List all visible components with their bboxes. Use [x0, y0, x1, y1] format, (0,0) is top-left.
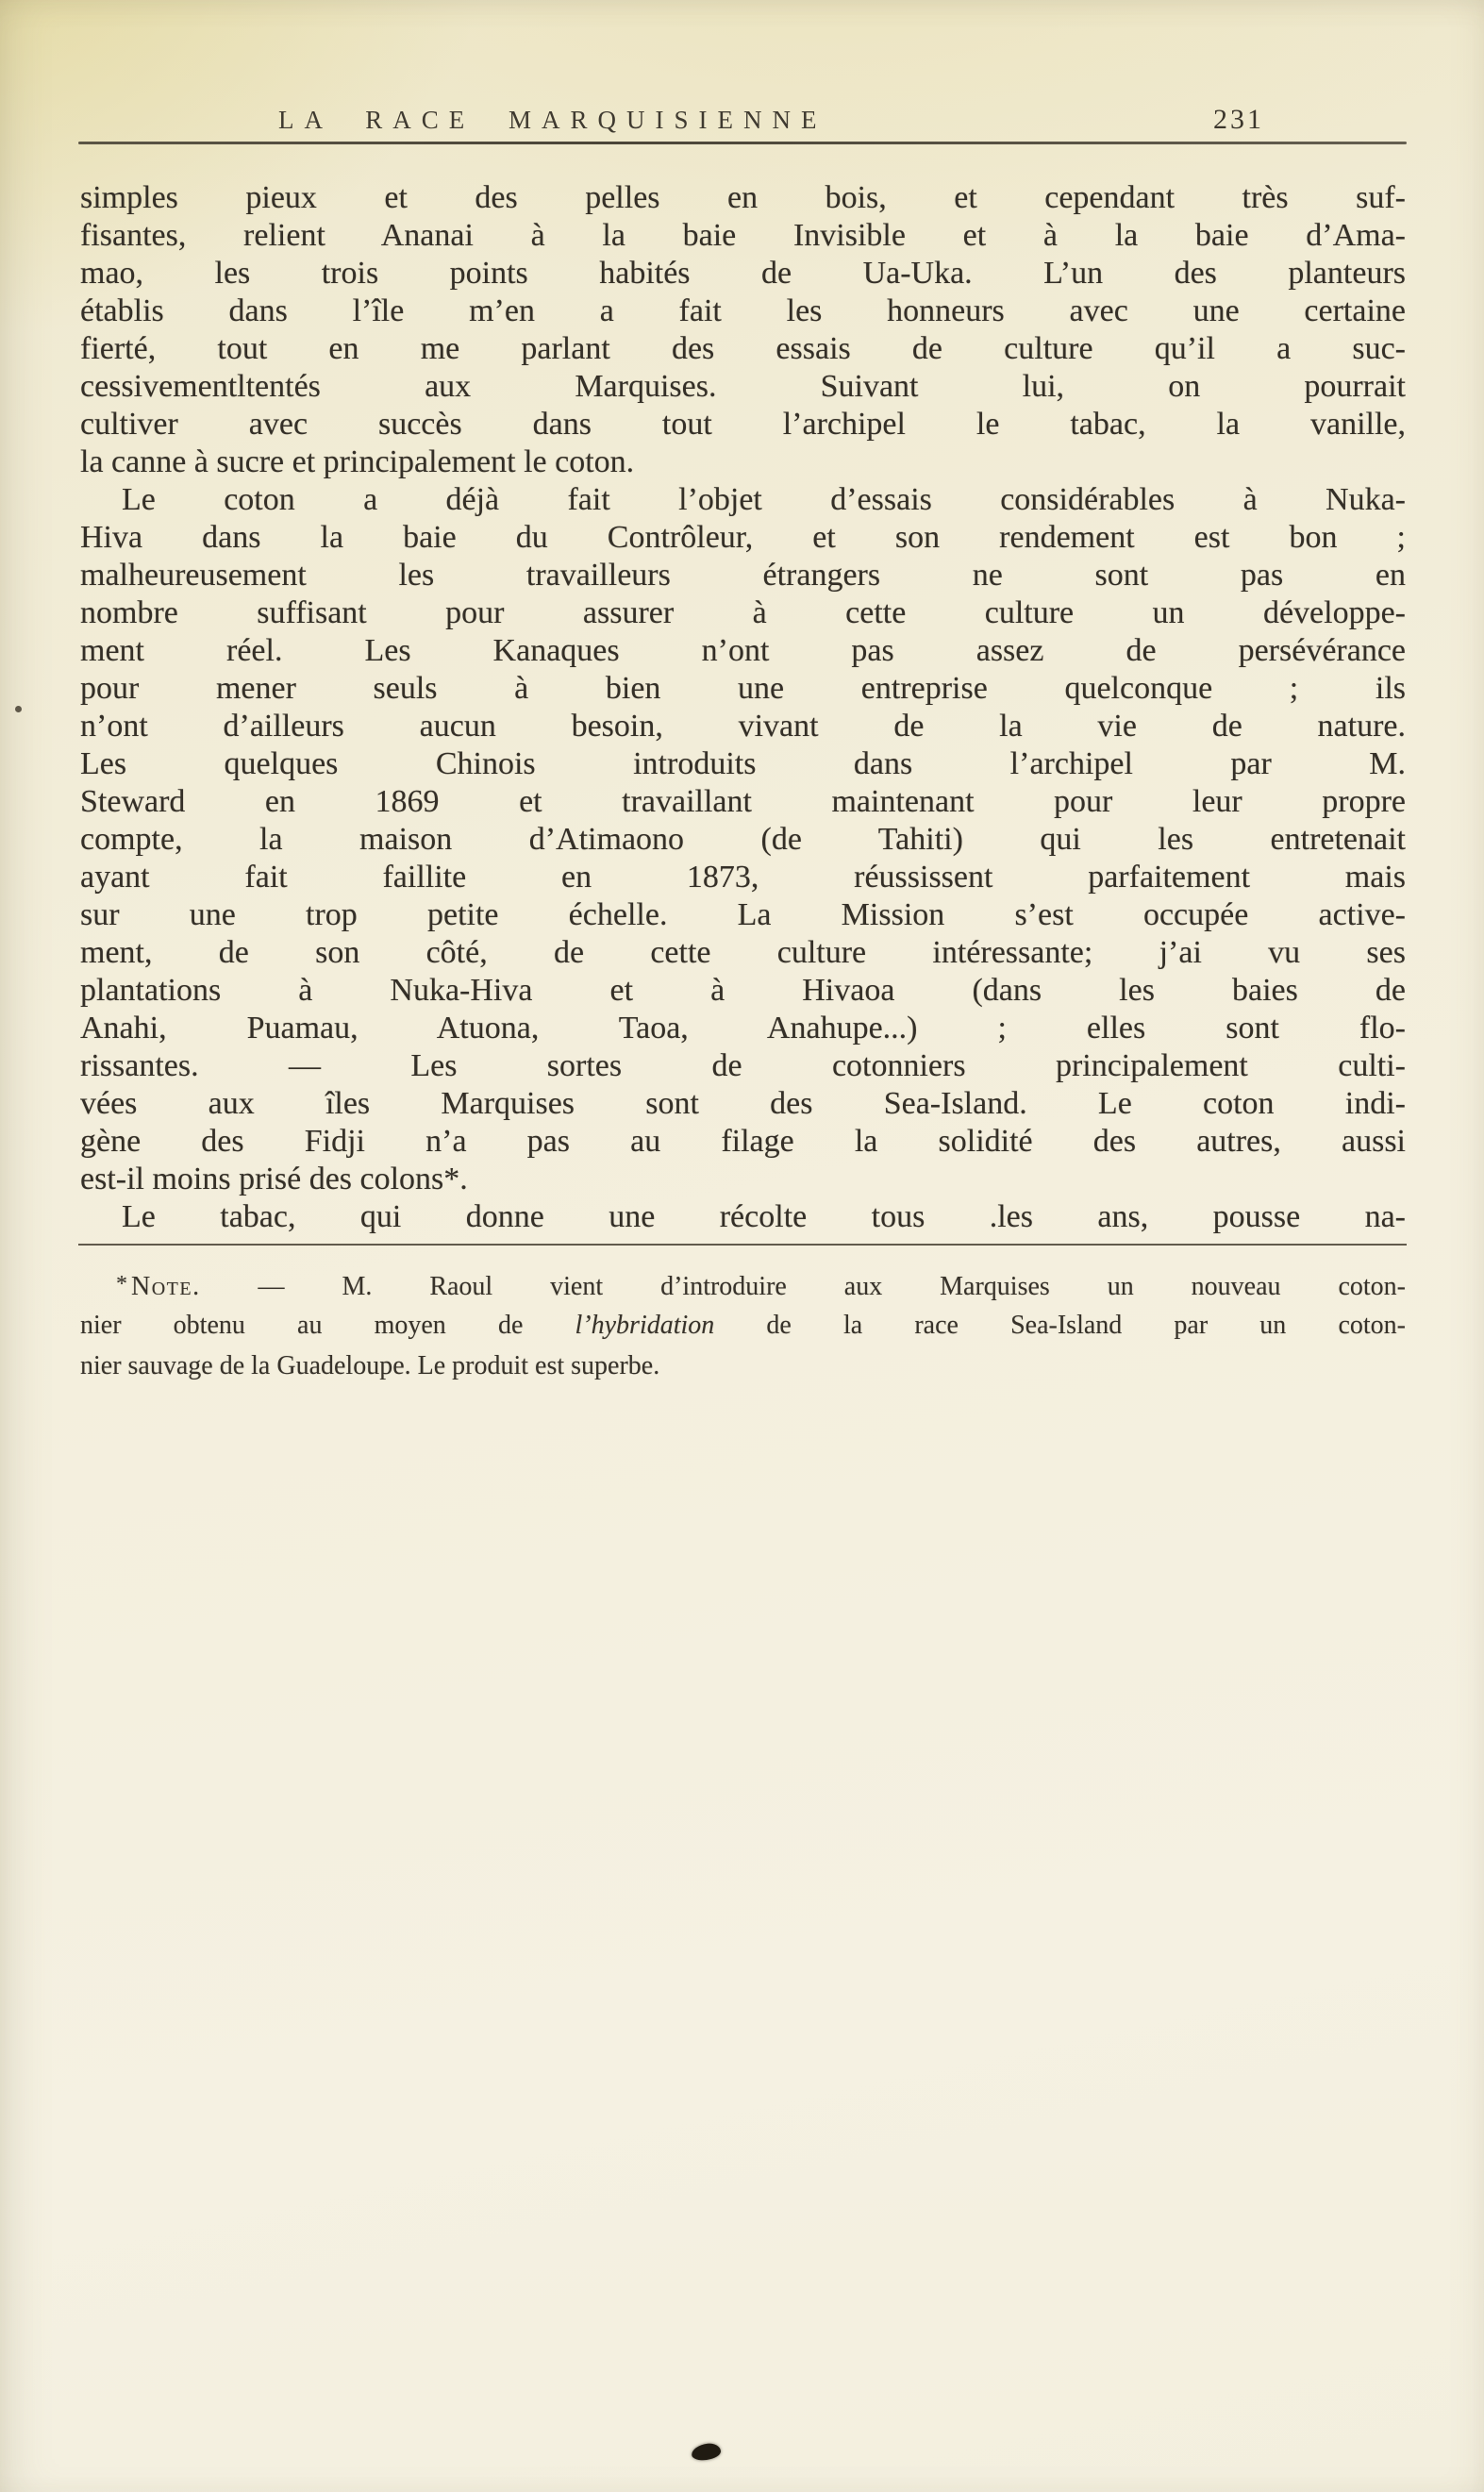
text-line: la canne à sucre et principalement le coton. [80, 444, 635, 479]
running-head-title: LA RACE MARQUISIENNE [278, 106, 827, 134]
page-number: 231 [1213, 104, 1264, 135]
footnote-marker: * [116, 1272, 127, 1296]
text-line: cultiver avec succès dans tout l’archipel le tabac, la vanille, [80, 407, 1406, 442]
text-line: Steward en 1869 et travaillant maintenant pour leur propre [80, 784, 1406, 819]
text-line: ment, de son côté, de cette culture intéressante; j’ai vu ses [80, 935, 1406, 970]
text-line: ayant fait faillite en 1873, réussissent parfaitement mais [80, 860, 1406, 895]
text-line: rissantes. — Les sortes de cotonniers principalement culti- [80, 1048, 1406, 1083]
text-line: fisantes, relient Ananai à la baie Invisible et à la baie d’Ama- [80, 218, 1406, 253]
header-rule [78, 142, 1407, 144]
footnote-line [80, 1305, 1406, 1346]
text-line: vées aux îles Marquises sont des Sea-Island. Le coton indi- [80, 1086, 1406, 1121]
footnote-text: nier obtenu au moyen de [80, 1311, 575, 1340]
text-line: pour mener seuls à bien une entreprise quelconque ; ils [80, 671, 1406, 706]
text-line: malheureusement les travailleurs étrangers ne sont pas en [80, 558, 1406, 593]
text-line: Le coton a déjà fait l’objet d’essais considérables à Nuka- [122, 482, 1406, 517]
ink-smudge [691, 2442, 722, 2462]
scan-speck [15, 706, 22, 712]
text-line: Le tabac, qui donne une récolte tous .les ans, pousse na- [122, 1199, 1406, 1234]
footnote-italic-term: l’hybridation [575, 1311, 715, 1340]
text-line: Les quelques Chinois introduits dans l’archipel par M. [80, 746, 1406, 781]
footnote [80, 1264, 1406, 1386]
text-line: mao, les trois points habités de Ua-Uka. L’un des planteurs [80, 256, 1406, 291]
text-line: gène des Fidji n’a pas au filage la solidité des autres, aussi [80, 1124, 1406, 1159]
text-line: n’ont d’ailleurs aucun besoin, vivant de la vie de nature. [80, 709, 1406, 744]
text-line: compte, la maison d’Atimaono (de Tahiti) qui les entretenait [80, 822, 1406, 857]
text-line: est-il moins prisé des colons*. [80, 1162, 468, 1196]
page-body [80, 179, 1406, 1236]
text-line: ment réel. Les Kanaques n’ont pas assez de persévérance [80, 633, 1406, 668]
footnote-line [80, 1264, 1406, 1305]
footnote-rule [78, 1244, 1407, 1246]
text-line: nombre suffisant pour assurer à cette culture un développe- [80, 595, 1406, 630]
text-line: cessivementltentés aux Marquises. Suivant lui, on pourrait [80, 369, 1406, 404]
footnote-text: de la race Sea-Island par un coton- [714, 1311, 1406, 1340]
text-line: établis dans l’île m’en a fait les honneurs avec une certaine [80, 293, 1406, 328]
text-line: Hiva dans la baie du Contrôleur, et son rendement est bon ; [80, 520, 1406, 555]
footnote-text: — M. Raoul vient d’introduire aux Marquises un nouveau coton- [200, 1272, 1406, 1301]
text-line: simples pieux et des pelles en bois, et cependant très suf- [80, 180, 1406, 215]
text-line: plantations à Nuka-Hiva et à Hivaoa (dans les baies de [80, 973, 1406, 1008]
text-line: sur une trop petite échelle. La Mission s’est occupée active- [80, 897, 1406, 932]
footnote-line: nier sauvage de la Guadeloupe. Le produit est superbe. [80, 1351, 660, 1380]
text-line: Anahi, Puamau, Atuona, Taoa, Anahupe...) ; elles sont flo- [80, 1011, 1406, 1045]
footnote-label: Note. [131, 1272, 201, 1301]
text-line: fierté, tout en me parlant des essais de culture qu’il a suc- [80, 331, 1406, 366]
